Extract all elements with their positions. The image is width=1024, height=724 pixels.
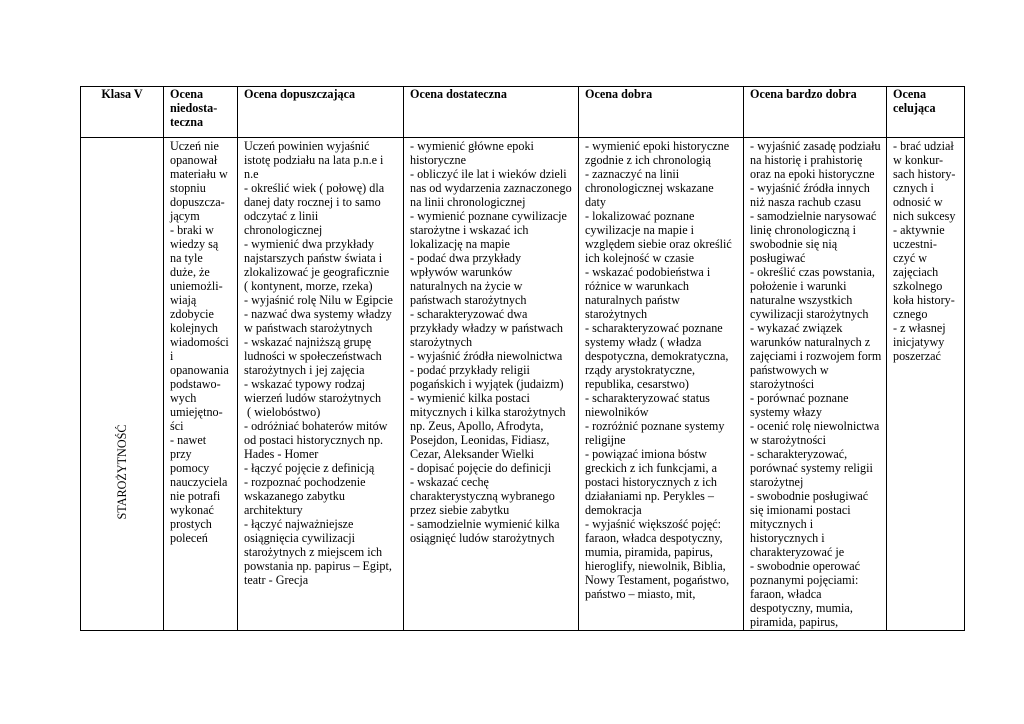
criteria-dobra: - wymienić epoki historyczne zgodnie z ich chronologią - zaznaczyć na linii chronologicznej wskazane daty - lokalizować poznane cywilizacje na mapie i względem siebie oraz określić ich kolejność w czasie - wskazać podobieństwa i różnice w warunkach naturalnych państw starożytnych - scharakteryzować poznane systemy władz ( władza despotyczna, demokratyczna, rządy arystokratyczne, republika, cesarstwo) - scharakteryzować status niewolników - rozróżnić poznane systemy religijne - powiązać imiona bóstw greckich z ich funkcjami, a postaci historycznych z ich działaniami np. Perykles – demokracja - wyjaśnić większość pojęć: faraon, władca despotyczny, mumia, piramida, papirus, hieroglify, niewolnik, Biblia, Nowy Testament, pogaństwo, państwo – miasto, mit, bbox=[579, 138, 744, 631]
criteria-celujaca: - brać udział w konkur- sach history- cznych i odnosić w nich sukcesy - aktywnie uczestni- czyć w zajęciach szkolnego koła history- cznego - z własnej inicjatywy poszerzać bbox=[887, 138, 965, 631]
criteria-bardzo-dobra: - wyjaśnić zasadę podziału na historię i prahistorię oraz na epoki historyczne - wyjaśnić źródła innych niż nasza rachub czasu - samodzielnie narysować linię chronologiczną i swobodnie się nią posługiwać - określić czas powstania, położenie i warunki naturalne wszystkich cywilizacji starożytnych - wykazać związek warunków naturalnych z zajęciami i rozwojem form państwowych w starożytności - porównać poznane systemy włazy - ocenić rolę niewolnictwa w starożytności - scharakteryzować, porównać systemy religii starożytnej - swobodnie posługiwać się imionami postaci mitycznych i historycznych i charakteryzować je - swobodnie operować poznanymi pojęciami: faraon, władca despotyczny, mumia, piramida, papirus, bbox=[744, 138, 887, 631]
header-ocena-dobra: Ocena dobra bbox=[579, 87, 744, 138]
criteria-dostateczna: - wymienić główne epoki historyczne - obliczyć ile lat i wieków dzieli nas od wydarzenia zaznaczonego na linii chronologicznej - wymienić poznane cywilizacje starożytne i wskazać ich lokalizację na mapie - podać dwa przykłady wpływów warunków naturalnych na życie w państwach starożytnych - scharakteryzować dwa przykłady władzy w państwach starożytnych - wyjaśnić źródła niewolnictwa - podać przykłady religii pogańskich i wyjątek (judaizm) - wymienić kilka postaci mitycznych i kilka starożytnych np. Zeus, Apollo, Afrodyta, Posejdon, Leonidas, Fidiasz, Cezar, Aleksander Wielki - dopisać pojęcie do definicji - wskazać cechę charakterystyczną wybranego przez siebie zabytku - samodzielnie wymienić kilka osiągnięć ludów starożytnych bbox=[404, 138, 579, 631]
header-klasa: Klasa V bbox=[81, 87, 164, 138]
period-cell bbox=[81, 138, 164, 631]
period-label: STAROŻYTNOŚĆ bbox=[115, 424, 129, 520]
header-ocena-dopuszczajaca: Ocena dopuszczająca bbox=[238, 87, 404, 138]
header-ocena-bardzo-dobra: Ocena bardzo dobra bbox=[744, 87, 887, 138]
grade-criteria-table bbox=[80, 86, 965, 631]
header-ocena-dostateczna: Ocena dostateczna bbox=[404, 87, 579, 138]
criteria-dopuszczajaca: Uczeń powinien wyjaśnić istotę podziału na lata p.n.e i n.e - określić wiek ( połowę) dla danej daty rocznej i to samo odczytać z linii chronologicznej - wymienić dwa przykłady najstarszych państw świata i zlokalizować je geograficznie ( kontynent, morze, rzeka) - wyjaśnić rolę Nilu w Egipcie - nazwać dwa systemy władzy w państwach starożytnych - wskazać najniższą grupę ludności w społeczeństwach starożytnych i jej zajęcia - wskazać typowy rodzaj wierzeń ludów starożytnych ( wielobóstwo) - odróżniać bohaterów mitów od postaci historycznych np. Hades - Homer - łączyć pojęcie z definicją - rozpoznać pochodzenie wskazanego zabytku architektury - łączyć najważniejsze osiągnięcia cywilizacji starożytnych z miejscem ich powstania np. papirus – Egipt, teatr - Grecja bbox=[238, 138, 404, 631]
criteria-niedostateczna: Uczeń nie opanował materiału w stopniu dopuszcza- jącym - braki w wiedzy są na tyle duże, że uniemożli- wiają zdobycie kolejnych wiadomości i opanowania podstawo- wych umiejętno- ści - nawet przy pomocy nauczyciela nie potrafi wykonać prostych poleceń bbox=[164, 138, 238, 631]
header-ocena-niedostateczna: Ocena niedosta- teczna bbox=[164, 87, 238, 138]
header-ocena-celujaca: Ocena celująca bbox=[887, 87, 965, 138]
